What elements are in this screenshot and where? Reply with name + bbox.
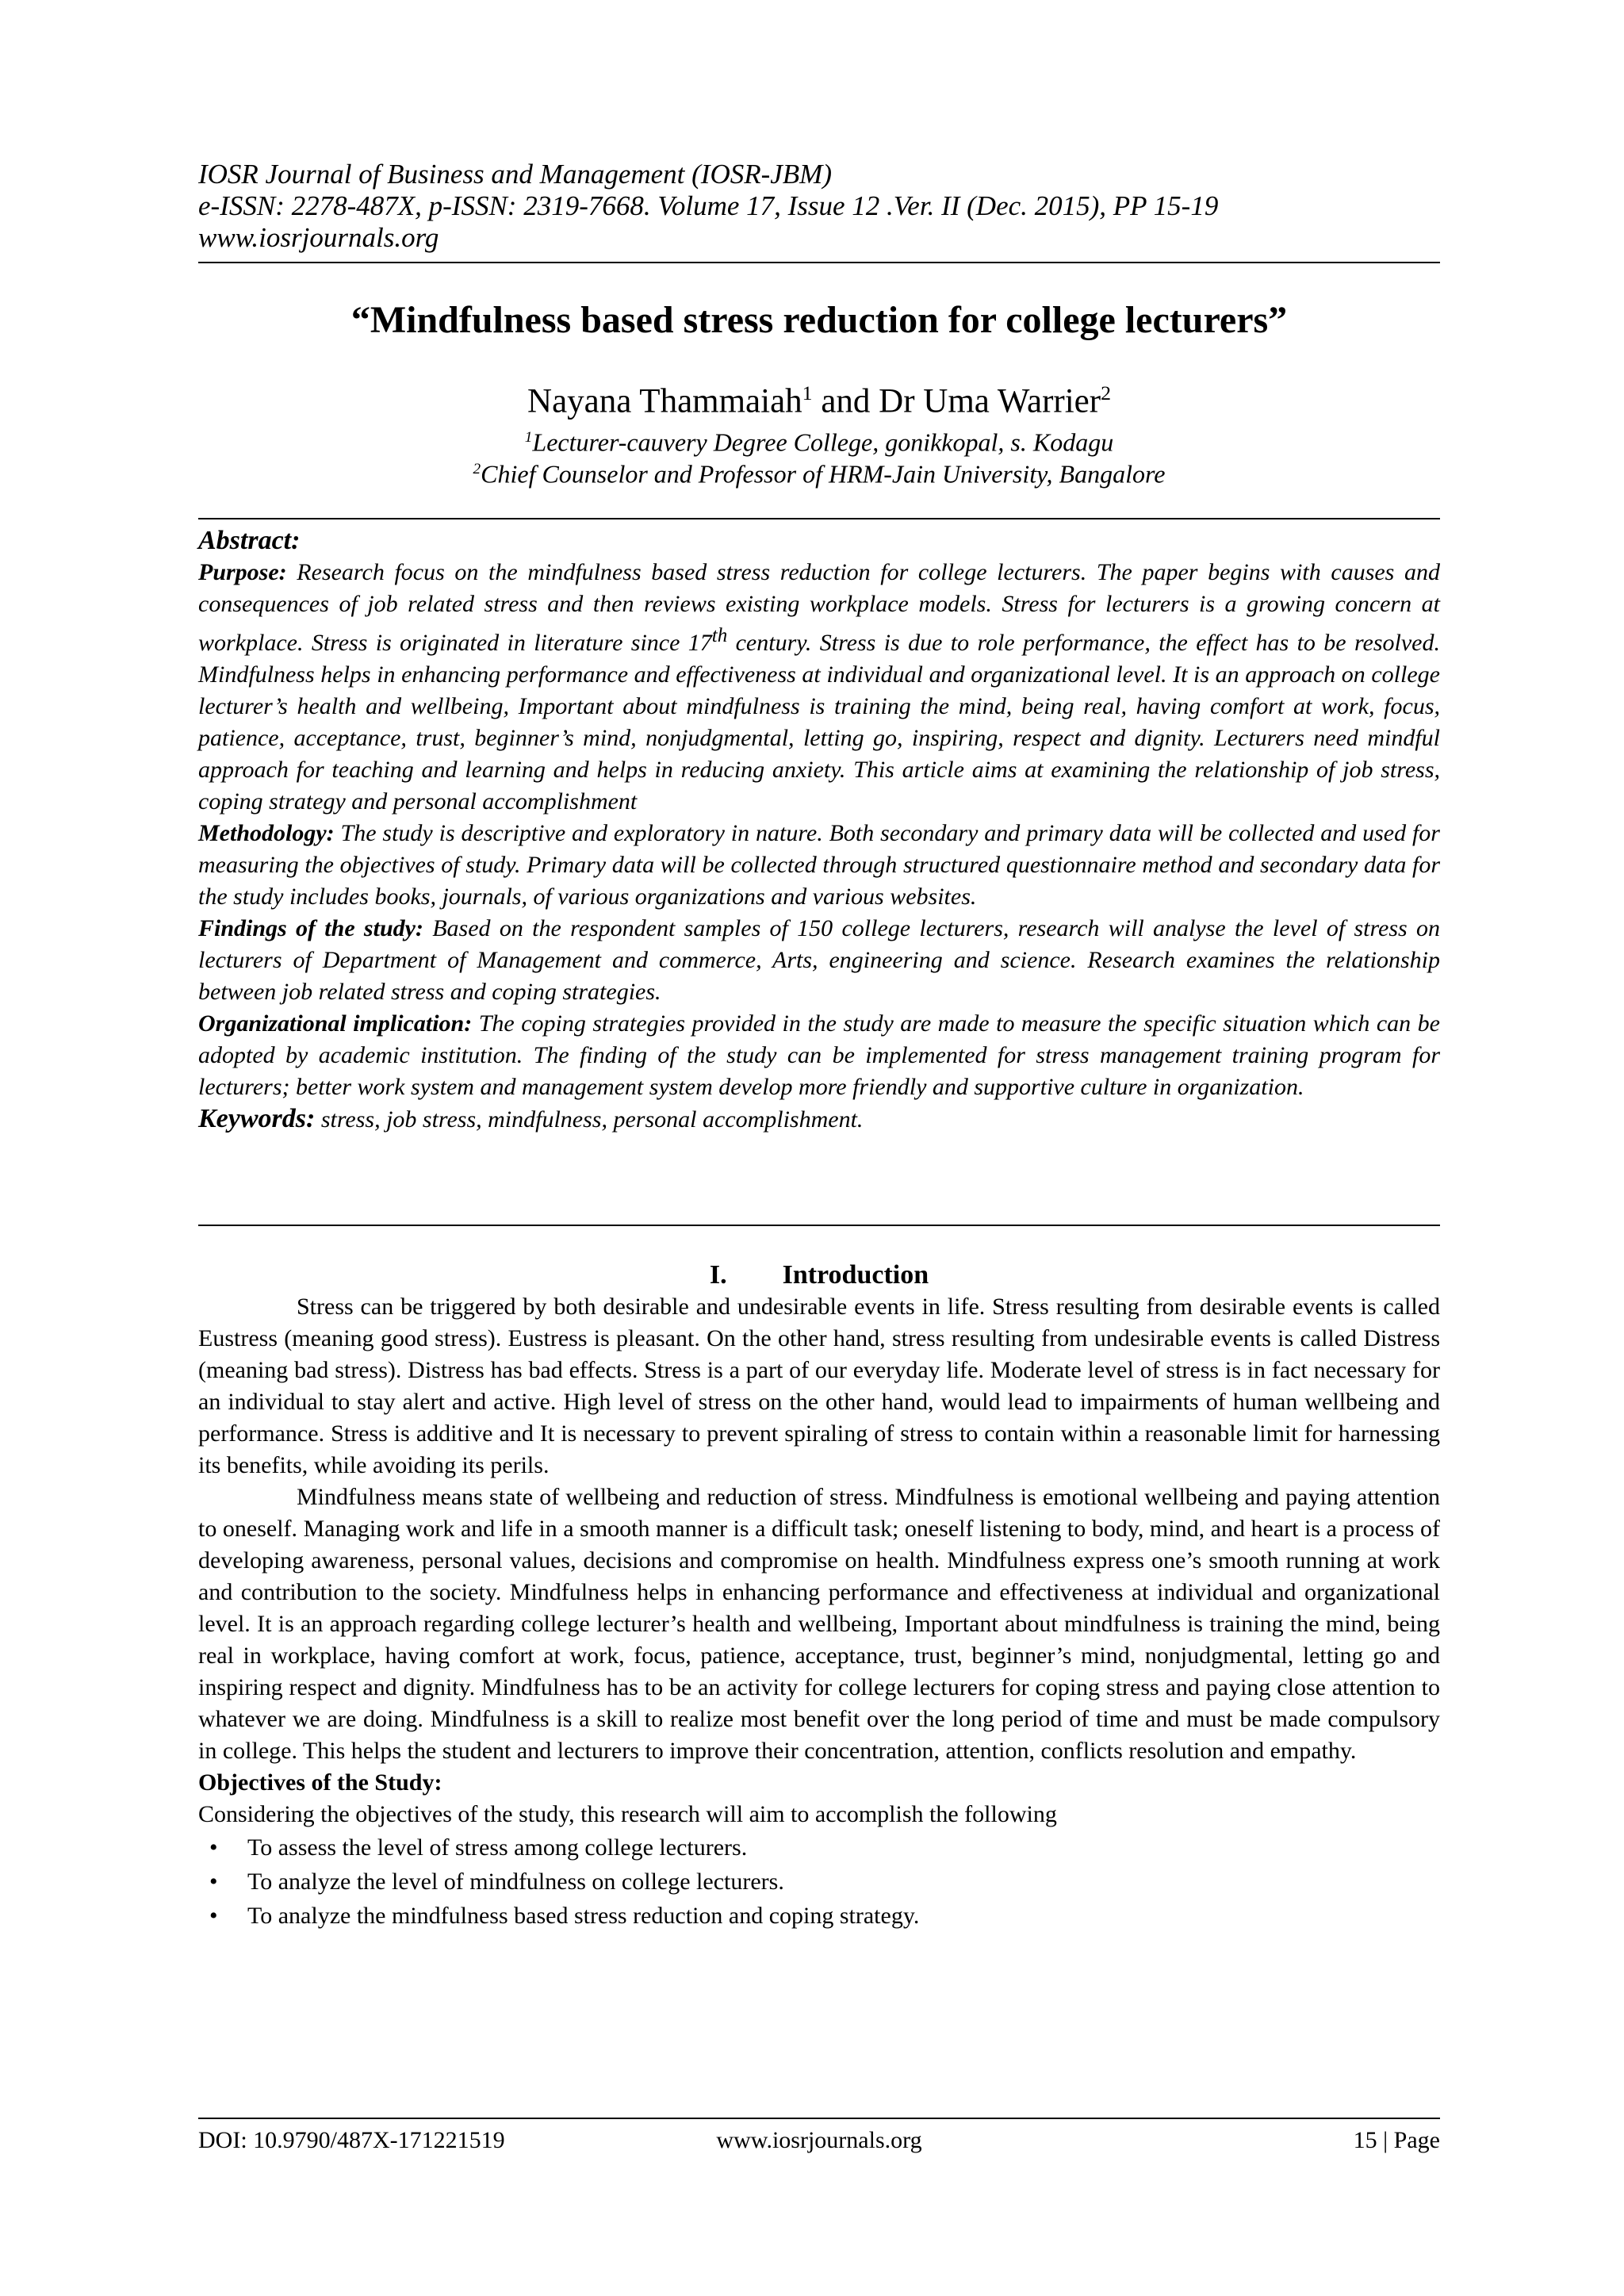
purpose-text-1: Research focus on the mindfulness based stress reduction for college lecturers. The paper begins with causes and consequences of job related stress and then reviews existing workplace models. Stress for lecturers is a growing concern at workplace. Stress is originated in literature since 17 [198,559,1440,656]
org-implication-text: The coping strategies provided in the study are made to measure the specific situation which can be adopted by academic institution. The finding of the study can be implemented for stress management training program for lecturers; better work system and management system develop more friendly and supportive culture in organization. [198,1010,1440,1100]
affiliation-2-text: Chief Counselor and Professor of HRM-Jain University, Bangalore [481,459,1166,489]
introduction-body [198,1291,1440,1933]
abstract-methodology [198,818,1440,913]
journal-name: IOSR Journal of Business and Management (IOSR-JBM) [198,159,832,190]
section-number: I. [709,1260,727,1290]
journal-website: www.iosrjournals.org [198,222,439,253]
objective-3: To analyze the mindfulness based stress reduction and coping strategy. [247,1903,920,1929]
intro-paragraph-2: Mindfulness means state of wellbeing and reduction of stress. Mindfulness is emotional wellbeing and paying attention to oneself. Managing work and life in a smooth manner is a difficult task; oneself listening to body, mind, and heart is a process of developing awareness, personal values, decisions and compromise on health. Mindfulness express one’s smooth running at work and contribution to the society. Mindfulness helps in enhancing performance and effectiveness at individual and organizational level. It is an approach regarding college lecturer’s health and wellbeing, Important about mindfulness is training the mind, being real in workplace, having comfort at work, focus, patience, acceptance, trust, beginner’s mind, nonjudgmental, letting go and inspiring respect and dignity. Mindfulness has to be an activity for college lecturers for coping stress and paying close attention to whatever we are doing. Mindfulness is a skill to realize most benefit over the long period of time and must be made compulsory in college. This helps the student and lecturers to improve their concentration, attention, conflicts resolution and empathy. [198,1484,1440,1764]
findings-label: Findings of the study: [198,915,423,941]
objectives-heading: Objectives of the Study: [198,1769,442,1796]
bullet-icon: • [209,1869,218,1895]
abstract-heading: Abstract: [198,526,301,555]
findings-text: Based on the respondent samples of 150 college lecturers, research will analyse the level of stress on lecturers of Department of Management and commerce, Arts, engineering and science. Research examines the relationship between job related stress and coping strategies. [198,915,1440,1005]
methodology-text: The study is descriptive and exploratory in nature. Both secondary and primary data will be collected and used for measuring the objectives of study. Primary data will be collected through structured questionnaire method and secondary data for the study includes books, journals, of various organizations and various websites. [198,820,1440,910]
paper-title: “Mindfulness based stress reduction for college lecturers” [350,299,1288,341]
purpose-text-2: century. Stress is due to role performance, the effect has to be resolved. Mindfulness helps in enhancing performance and effectiveness at individual and organizational level. It is an approach on college lecturer’s health and wellbeing, Important about mindfulness is training the mind, being real, having comfort at work, focus, patience, acceptance, trust, beginner’s mind, nonjudgmental, letting go, inspiring, respect and dignity. Lecturers need mindful approach for teaching and learning and helps in reducing anxiety. This article aims at examining the relationship of job stress, coping strategy and personal accomplishment [198,630,1440,815]
affiliation-2 [198,454,1440,490]
purpose-label: Purpose: [198,559,287,585]
objective-2: To analyze the level of mindfulness on college lecturers. [247,1869,784,1895]
keywords-label: Keywords: [198,1104,316,1133]
header-rule [198,262,1440,263]
abstract-purpose [198,557,1440,818]
abstract-bottom-rule [198,1225,1440,1226]
list-item [198,1899,1440,1933]
bullet-icon: • [209,1903,218,1929]
introduction-heading [198,1259,1440,1291]
footer-doi: DOI: 10.9790/487X-171221519 [198,2127,505,2153]
bullet-icon: • [209,1834,218,1861]
affiliation-1-sup: 1 [524,429,533,446]
objective-1: To assess the level of stress among college lecturers. [247,1834,748,1861]
abstract-top-rule [198,518,1440,519]
author-1: Nayana Thammaiah [527,382,802,420]
methodology-label: Methodology: [198,820,335,846]
author-1-sup: 1 [802,381,813,404]
footer-rule [198,2118,1440,2119]
issn-line: e-ISSN: 2278-487X, p-ISSN: 2319-7668. Volume 17, Issue 12 .Ver. II (Dec. 2015), PP 15-19 [198,190,1219,221]
abstract-org-implication [198,1008,1440,1103]
authors [198,373,1440,422]
affiliation-1 [198,422,1440,458]
footer-website: www.iosrjournals.org [716,2127,922,2153]
section-title: Introduction [782,1260,929,1290]
keywords-text: stress, job stress, mindfulness, personal accomplishment. [315,1106,864,1133]
objectives-intro: Considering the objectives of the study, this research will aim to accomplish the following [198,1801,1057,1827]
author-joiner: and Dr Uma Warrier [812,382,1101,420]
objectives-list [198,1830,1440,1933]
intro-paragraph-1: Stress can be triggered by both desirable and undesirable events in life. Stress resulting from desirable events is called Eustress (meaning good stress). Eustress is pleasant. On the other hand, stress resulting from undesirable events is called Distress (meaning bad stress). Distress has bad effects. Stress is a part of our everyday life. Moderate level of stress is in fact necessary for an individual to stay alert and active. High level of stress on the other hand, would lead to impairments of human wellbeing and performance. Stress is additive and It is necessary to prevent spiraling of stress to contain within a reasonable limit for harnessing its benefits, while avoiding its perils. [198,1294,1440,1478]
list-item [198,1865,1440,1899]
author-2-sup: 2 [1101,381,1111,404]
abstract-body [198,557,1440,1136]
org-implication-label: Organizational implication: [198,1010,473,1037]
list-item [198,1830,1440,1865]
affiliation-2-sup: 2 [473,461,481,477]
purpose-sup: th [711,625,728,646]
affiliation-1-text: Lecturer-cauvery Degree College, gonikkopal, s. Kodagu [532,427,1114,457]
footer-page-number: 15 | Page [1353,2127,1440,2153]
abstract-findings [198,913,1440,1008]
abstract-keywords [198,1103,1440,1136]
